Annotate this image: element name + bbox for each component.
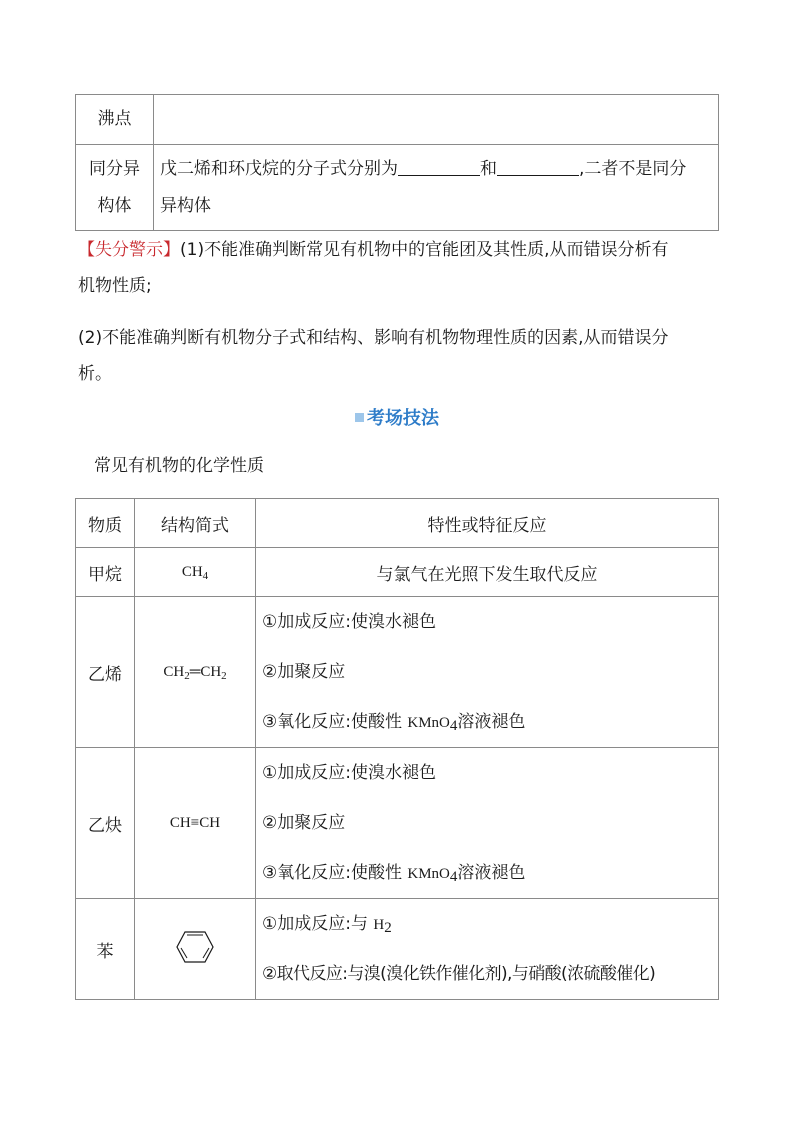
header-reaction: 特性或特征反应: [256, 499, 719, 548]
ethylene-name: 乙烯: [76, 597, 135, 748]
ethylene-formula-s2: 2: [221, 669, 227, 682]
isomer-text-c: ,二者不是同分: [579, 158, 687, 179]
table-row: [76, 548, 719, 597]
acetylene-r3-kmno: KMnO: [407, 866, 450, 882]
warning-item2-line2: 析。: [78, 364, 112, 384]
warning-item1-line2: 机物性质;: [78, 276, 152, 296]
ethylene-r2: ②加聚反应: [262, 662, 346, 682]
section-heading: [0, 404, 794, 430]
answer-blank-1[interactable]: [398, 158, 480, 176]
table-row: [76, 597, 719, 748]
acetylene-r3-post: 溶液褪色: [457, 863, 526, 883]
ethylene-r1: ①加成反应:使溴水褪色: [262, 612, 436, 632]
boiling-point-cell: [154, 95, 719, 145]
isomer-cell: [154, 145, 719, 231]
isomer-text-a: 戊二烯和环戊烷的分子式分别为: [160, 158, 398, 179]
benzene-name: 苯: [76, 899, 135, 1000]
warning-item2: [78, 320, 720, 392]
methane-reaction: 与氯气在光照下发生取代反应: [256, 548, 719, 597]
benzene-ring-icon: [175, 930, 215, 964]
methane-name: 甲烷: [76, 548, 135, 597]
answer-blank-2[interactable]: [497, 158, 579, 176]
benzene-r1: [262, 899, 718, 949]
sub-title: 常见有机物的化学性质: [94, 456, 264, 476]
acetylene-r2: ②加聚反应: [262, 813, 346, 833]
benzene-r1-pre: ①加成反应:与: [262, 914, 374, 934]
warning-item1: [78, 232, 720, 304]
boiling-point-text: 沸点: [97, 109, 132, 129]
benzene-r1-sub: 2: [384, 920, 392, 936]
square-bullet-icon: [355, 413, 364, 422]
acetylene-r1: ①加成反应:使溴水褪色: [262, 763, 436, 783]
acetylene-reactions: [256, 748, 719, 899]
boiling-point-label: [76, 95, 154, 145]
ethylene-formula-p1: CH: [163, 663, 185, 680]
benzene-structure: [135, 899, 256, 1000]
ethylene-formula-p2: ═CH: [189, 663, 222, 680]
acetylene-formula: CH≡CH: [135, 748, 256, 899]
ethylene-r3-pre: ③氧化反应:使酸性: [262, 712, 408, 732]
benzene-r1-h: H: [373, 917, 385, 933]
table-row: [76, 748, 719, 899]
header-structure: 结构简式: [135, 499, 256, 548]
acetylene-name: 乙炔: [76, 748, 135, 899]
warning-item1-line1: (1)不能准确判断常见有机物中的官能团及其性质,从而错误分析有: [180, 240, 669, 260]
isomer-label-line2: 构体: [97, 195, 132, 216]
methane-formula-base: CH: [181, 563, 203, 580]
ethylene-formula: [135, 597, 256, 748]
ethylene-r3-post: 溶液褪色: [457, 712, 526, 732]
benzene-reactions: [256, 899, 719, 1000]
ethylene-r3-kmno: KMnO: [407, 715, 450, 731]
ethylene-r3: [262, 697, 718, 747]
isomer-text-line2: 异构体: [160, 195, 211, 216]
isomer-text-b: 和: [480, 158, 497, 179]
ethylene-reactions: [256, 597, 719, 748]
methane-formula: [135, 548, 256, 597]
acetylene-r3-sub: 4: [449, 869, 458, 885]
table-row: [76, 899, 719, 1000]
benzene-r2: ②取代反应:与溴(溴化铁作催化剂),与硝酸(浓硫酸催化): [262, 964, 656, 984]
warning-item2-line1: (2)不能准确判断有机物分子式和结构、影响有机物物理性质的因素,从而错误分: [78, 328, 669, 348]
ethylene-r3-sub: 4: [449, 718, 458, 734]
warning-tag: 【失分警示】: [78, 240, 180, 260]
methane-formula-sub: 4: [202, 569, 209, 582]
isomer-label: [76, 145, 154, 231]
boiling-isomer-table: [75, 94, 719, 231]
header-substance: 物质: [76, 499, 135, 548]
organic-properties-table: [75, 498, 719, 1000]
section-heading-text: 考场技法: [367, 408, 439, 429]
acetylene-r3: [262, 848, 718, 898]
ethylene-formula-s1: 2: [184, 669, 190, 682]
acetylene-r3-pre: ③氧化反应:使酸性: [262, 863, 408, 883]
isomer-label-line1: 同分异: [89, 158, 140, 179]
